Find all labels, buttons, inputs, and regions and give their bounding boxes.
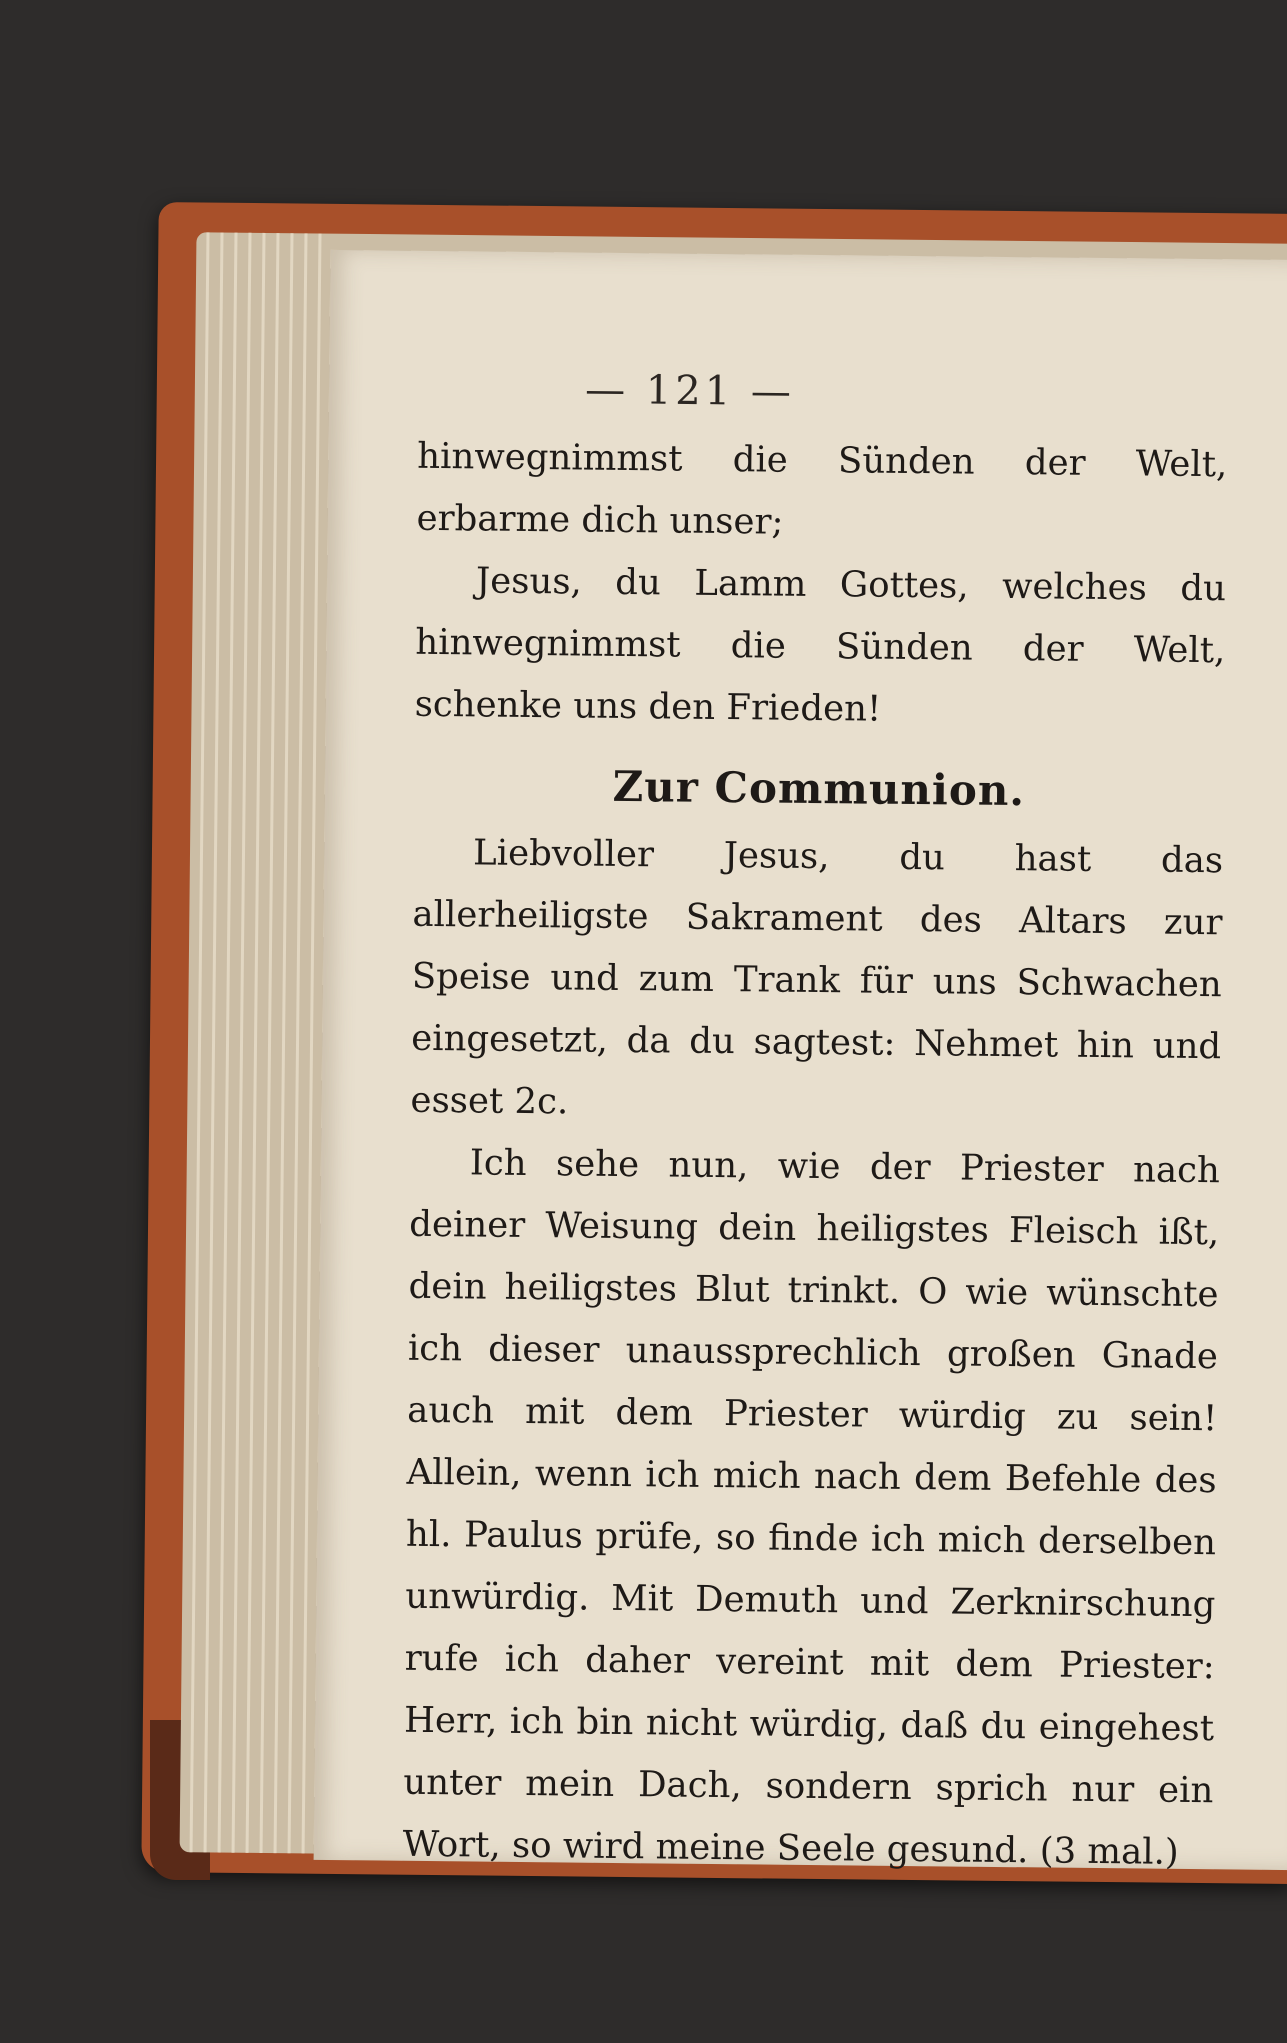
paragraph: Liebvoller Jesus, du hast das allerheiligste Sakrament des Altars zur Speise und zum Trank für uns Schwachen eingesetzt, da du sagtest: Nehmet hin und esset 2c. — [410, 832, 1224, 1123]
paragraph: Ich sehe nun, wie der Priester nach deiner Weisung dein heiligstes Fleisch ißt, dein heiligstes Blut trinkt. O wie wünschte ich dieser unaussprechlich großen Gnade auch mit dem Priester würdig zu sein! Allein, wenn ich mich nach dem Befehle des hl. Paulus prüfe, so finde ich mich derselben unwürdig. Mit Demuth und Zerknirschung rufe ich daher vereint mit dem Priester: Herr, ich bin nicht würdig, daß du eingehest unter mein Dach, sondern sprich nur ein Wort, so wird meine Seele gesund. (3 mal.) — [402, 1142, 1221, 1873]
section-heading: Zur Communion. — [612, 761, 1026, 816]
opening-lines: hinwegnimmst die Sünden der Welt, erbarme dich unser; — [416, 435, 1228, 543]
paragraph: Jesus, du Lamm Gottes, welches du hinwegnimmst die Sünden der Welt, schenke uns den Frieden! — [414, 560, 1227, 730]
page-number: — 121 — — [584, 366, 796, 416]
page-text — [402, 426, 1227, 1884]
